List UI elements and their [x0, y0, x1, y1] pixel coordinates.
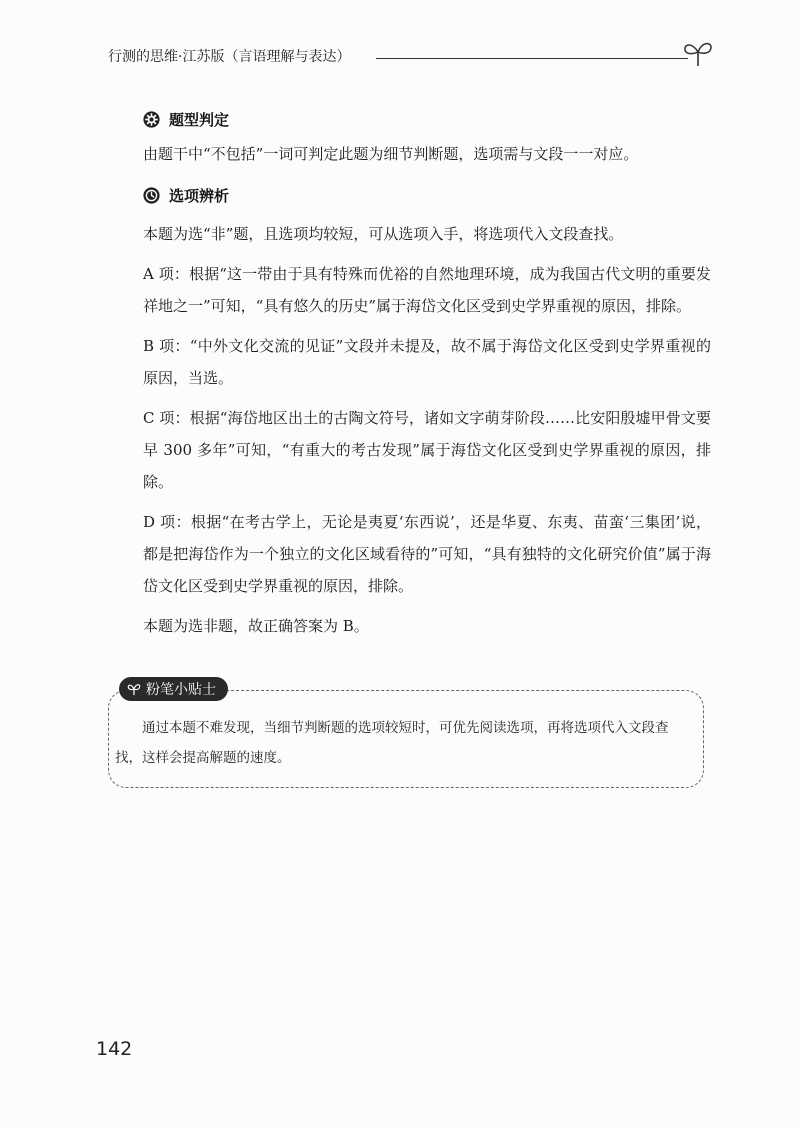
clock-icon [143, 187, 160, 204]
option-a-analysis: A 项：根据“这一带由于具有特殊而优裕的自然地理环境，成为我国古代文明的重要发祥地之一”可知，“具有悠久的历史”属于海岱文化区受到史学界重视的原因，排除。 [143, 265, 711, 315]
main-content [143, 100, 711, 642]
sprout-icon [680, 38, 716, 68]
section-heading-text: 题型判定 [169, 110, 230, 129]
option-d-analysis: D 项：根据“在考古学上，无论是夷夏‘东西说’，还是华夏、东夷、苗蛮‘三集团’说，都是把海岱作为一个独立的文化区域看待的”可知，“具有独特的文化研究价值”属于海岱文化区受到史学界重视的原因，排除。 [143, 513, 711, 595]
section-heading-text: 选项辨析 [169, 186, 230, 205]
section-heading-type-judgment [143, 104, 711, 134]
gear-icon [143, 111, 160, 128]
option-analysis-intro: 本题为选“非”题，且选项均较短，可从选项入手，将选项代入文段查找。 [143, 225, 624, 243]
tips-badge [119, 677, 228, 701]
tips-box [108, 682, 704, 788]
answer-statement: 本题为选非题，故正确答案为 B。 [143, 617, 369, 635]
option-c-analysis: C 项：根据“海岱地区出土的古陶文符号，诸如文字萌芽阶段……比安阳殷墟甲骨文要早 300 多年”可知，“有重大的考古发现”属于海岱文化区受到史学界重视的原因，排除。 [143, 409, 711, 491]
running-header [108, 38, 728, 72]
tips-label: 粉笔小贴士 [146, 682, 216, 698]
option-b-analysis: B 项：“中外文化交流的见证”文段并未提及，故不属于海岱文化区受到史学界重视的原因，当选。 [143, 337, 711, 387]
page-number: 142 [96, 1038, 133, 1060]
book-title: 行测的思维·江苏版（言语理解与表达） [108, 49, 351, 65]
section-heading-option-analysis [143, 180, 711, 210]
header-rule [376, 58, 688, 59]
type-judgment-body: 由题干中“不包括”一词可判定此题为细节判断题，选项需与文段一一对应。 [143, 145, 639, 163]
sprout-icon [127, 682, 141, 696]
tips-text: 通过本题不难发现，当细节判断题的选项较短时，可优先阅读选项，再将选项代入文段查找，这样会提高解题的速度。 [115, 720, 669, 766]
